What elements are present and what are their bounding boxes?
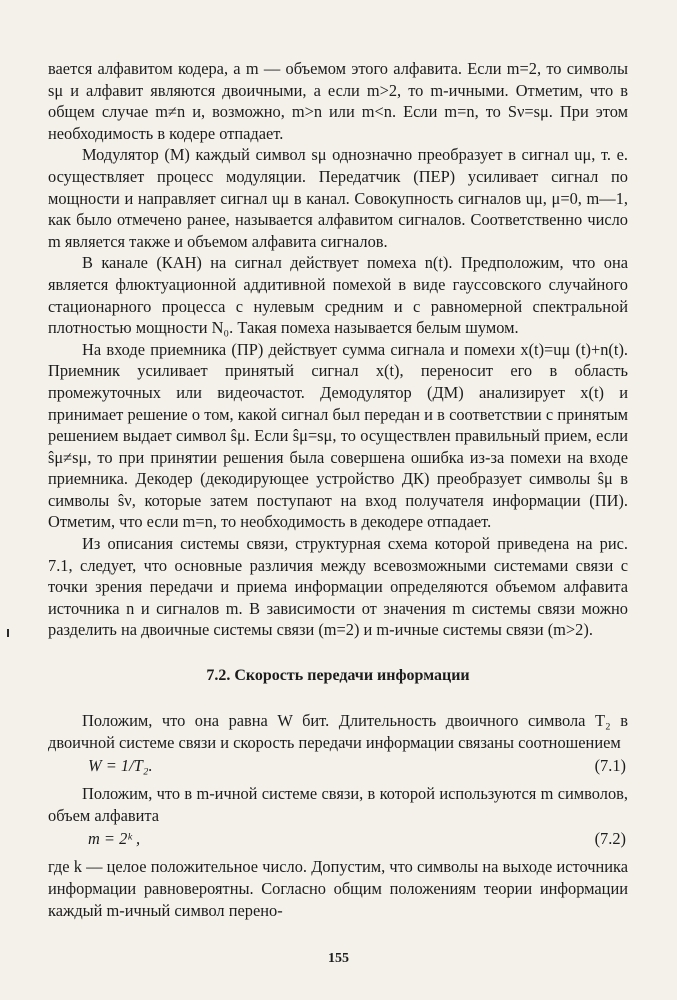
equation-number: (7.2) xyxy=(594,829,626,849)
paragraph: Положим, что в m-ичной системе связи, в которой используются m символов, объем алфавита xyxy=(48,784,628,825)
page-body xyxy=(48,58,628,921)
equation-expression: W = 1/T₂. xyxy=(88,756,153,776)
equation-7-1 xyxy=(48,753,628,779)
margin-mark xyxy=(7,629,9,637)
paragraph: где k — целое положительное число. Допустим, что символы на выходе источника информации равновероятны. Согласно общим положениям теории информации каждый m-ичный символ перено- xyxy=(48,857,628,920)
page-number: 155 xyxy=(328,951,349,966)
equation-expression: m = 2ᵏ , xyxy=(88,829,141,849)
equation-7-2 xyxy=(48,826,628,852)
paragraph: вается алфавитом кодера, а m — объемом этого алфавита. Если m=2, то символы sμ и алфавит являются двоичными, а если m>2, то m-ичными. Отметим, что в общем случае m≠n и, возможно, m>n или m<n. Если m=n, то Sν=sμ. При этом необходимость в кодере отпадает. xyxy=(48,59,628,143)
paragraph: На входе приемника (ПР) действует сумма сигнала и помехи x(t)=uμ (t)+n(t). Приемник усиливает принятый сигнал x(t), переносит его в область промежуточных или видеочастот. Демодулятор (ДМ) анализирует x(t) и принимает решение о том, какой сигнал был передан и в соответствии с принятым решением выдает символ ŝμ. Если ŝμ=sμ, то осуществлен правильный прием, если ŝμ≠sμ, то при принятии решения была совершена ошибка из-за помехи на входе приемника. Декодер (декодирующее устройство ДК) преобразует символы ŝμ в символы ŝν, которые затем поступают на вход получателя информации (ПИ). Отметим, что если m=n, то необходимость в декодере отпадает. xyxy=(48,339,628,532)
equation-number: (7.1) xyxy=(594,756,626,776)
paragraph: Из описания системы связи, структурная схема которой приведена на рис. 7.1, следует, что основные различия между всевозможными системами связи с точки зрения передачи и приема информации определяются объемом алфавита источника n и сигналов m. В зависимости от значения m системы связи можно разделить на двоичные системы связи (m=2) и m-ичные системы связи (m>2). xyxy=(48,534,628,640)
section-heading: 7.2. Скорость передачи информации xyxy=(206,667,470,685)
paragraph: Модулятор (М) каждый символ sμ однозначно преобразует в сигнал uμ, т. е. осуществляет процесс модуляции. Передатчик (ПЕР) усиливает сигнал по мощности и направляет сигнал uμ в канал. Совокупность сигналов uμ, μ=0, m—1, как было отмечено ранее, называется алфавитом сигналов. Соответственно число m является также и объемом алфавита сигналов. xyxy=(48,145,628,251)
paragraph: Положим, что она равна W бит. Длительность двоичного символа T₂ в двоичной системе связи и скорость передачи информации связаны соотношением xyxy=(48,711,628,752)
paragraph: В канале (КАН) на сигнал действует помеха n(t). Предположим, что она является флюктуационной аддитивной помехой в виде гауссовского случайного стационарного процесса с нулевым средним и с равномерной спектральной плотностью мощности N₀. Такая помеха называется белым шумом. xyxy=(48,253,628,338)
